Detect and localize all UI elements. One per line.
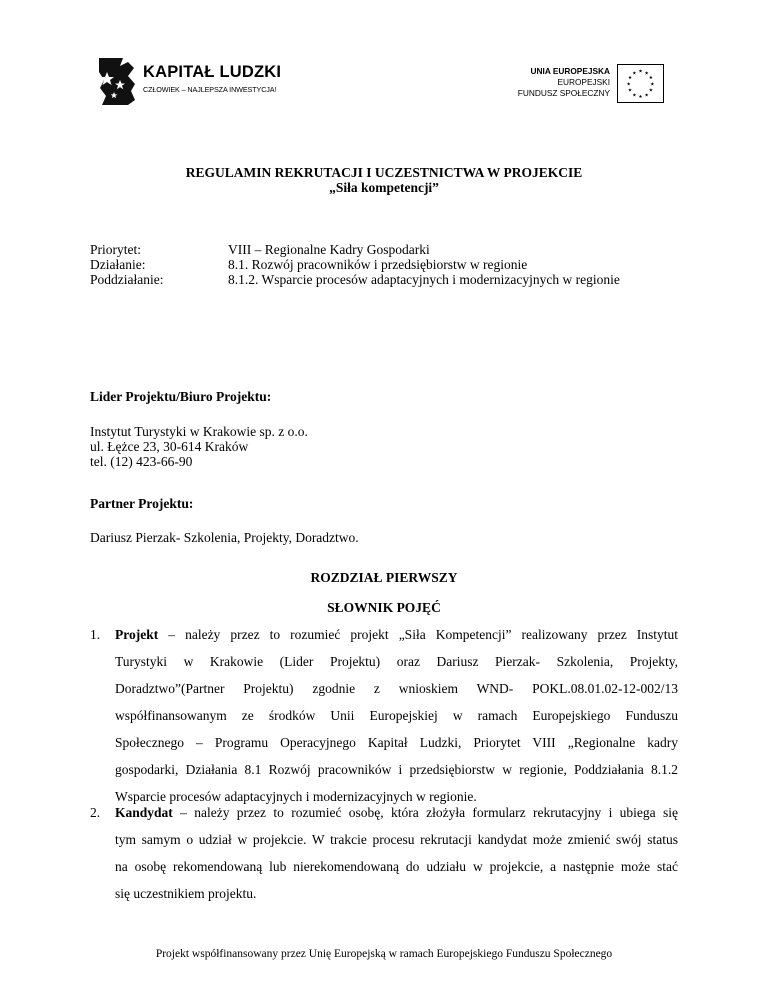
kapital-ludzki-logo [98, 56, 308, 106]
svg-text:★: ★ [648, 88, 654, 94]
svg-text:★: ★ [638, 69, 643, 75]
title-line-2: „Siła kompetencji” [329, 180, 439, 195]
item-number: 2. [90, 805, 101, 820]
eu-text [518, 66, 610, 99]
partner-name: Dariusz Pierzak- Szkolenia, Projekty, Doradztwo. [90, 530, 359, 545]
eu-logo [514, 64, 664, 104]
dzialanie-label: Działanie: [90, 257, 146, 272]
paragraph-line: się uczestnikiem projektu. [115, 886, 257, 901]
svg-text:★: ★ [627, 88, 633, 94]
svg-text:★: ★ [626, 82, 631, 88]
svg-text:★: ★ [632, 93, 637, 99]
definition-paragraph-projekt [115, 621, 678, 810]
eu-line-2: EUROPEJSKI [557, 77, 610, 87]
priorytet-label: Priorytet: [90, 242, 141, 257]
svg-text:★: ★ [632, 71, 637, 77]
svg-text:★: ★ [644, 71, 649, 77]
term-projekt: Projekt [115, 627, 159, 642]
svg-text:★: ★ [627, 76, 633, 82]
page-footer: Projekt współfinansowany przez Unię Europejską w ramach Europejskiego Funduszu Społecznego [155, 948, 613, 960]
paragraph-line: gospodarki, Działania 8.1 Rozwój pracowników i przedsiębiorstw w regionie, Poddziałania 8.1.2 [115, 762, 678, 777]
svg-text:★: ★ [638, 95, 643, 101]
paragraph-line: Wsparcie procesów adaptacyjnych i modernizacyjnych w regionie. [115, 789, 477, 804]
poddzialanie-value: 8.1.2. Wsparcie procesów adaptacyjnych i modernizacyjnych w regionie [228, 272, 620, 287]
definition-paragraph-kandydat [115, 799, 678, 907]
paragraph-line: Społecznego – Programu Operacyjnego Kapitał Ludzki, Priorytet VIII „Regionalne kadry [115, 735, 678, 750]
leader-phone: tel. (12) 423-66-90 [90, 454, 193, 469]
kapital-ludzki-title: KAPITAŁ LUDZKI [143, 63, 282, 81]
title-line-1: REGULAMIN REKRUTACJI I UCZESTNICTWA W PROJEKCIE [185, 165, 583, 180]
chapter-subheading: SŁOWNIK POJĘĆ [327, 600, 441, 615]
priorytet-value: VIII – Regionalne Kadry Gospodarki [228, 242, 430, 257]
partner-heading: Partner Projektu: [90, 496, 194, 511]
eu-line-1: UNIA EUROPEJSKA [530, 66, 610, 76]
paragraph-line: Projekt – należy przez to rozumieć projekt „Siła Kompetencji” realizowany przez Instytut [115, 627, 678, 642]
paragraph-line: Kandydat – należy przez to rozumieć osobę, która złożyła formularz rekrutacyjny i ubiega się [115, 805, 678, 820]
leader-address: ul. Łężce 23, 30-614 Kraków [90, 439, 249, 454]
paragraph-line: Turystyki w Krakowie (Lider Projektu) oraz Dariusz Pierzak- Szkolenia, Projekty, [115, 654, 678, 669]
item-number: 1. [90, 627, 101, 642]
dzialanie-value: 8.1. Rozwój pracowników i przedsiębiorstw w regionie [228, 257, 528, 272]
eu-flag-icon [617, 64, 664, 103]
kapital-ludzki-emblem-icon [98, 56, 136, 106]
kapital-ludzki-tagline: CZŁOWIEK – NAJLEPSZA INWESTYCJA! [143, 85, 277, 94]
leader-name: Instytut Turystyki w Krakowie sp. z o.o. [90, 424, 308, 439]
paragraph-line: współfinansowanym ze środków Unii Europejskiej w ramach Europejskiego Funduszu [115, 708, 678, 723]
chapter-heading: ROZDZIAŁ PIERWSZY [310, 570, 458, 585]
poddzialanie-label: Poddziałanie: [90, 272, 164, 287]
paragraph-line: na osobę rekomendowaną lub nierekomendowaną do udziału w projekcie, a następnie może stać [115, 859, 678, 874]
eu-line-3: FUNDUSZ SPOŁECZNY [517, 88, 610, 98]
paragraph-line: tym samym o udział w projekcie. W trakcie procesu rekrutacji kandydat może zmienić swój status [115, 832, 678, 847]
term-kandydat: Kandydat [115, 805, 173, 820]
svg-text:★: ★ [648, 76, 654, 82]
document-title [0, 165, 768, 195]
svg-text:★: ★ [644, 93, 649, 99]
paragraph-line: Doradztwo”(Partner Projektu) zgodnie z wnioskiem WND- POKL.08.01.02-12-002/13 [115, 681, 678, 696]
leader-heading: Lider Projektu/Biuro Projektu: [90, 389, 272, 404]
svg-text:★: ★ [650, 82, 655, 88]
